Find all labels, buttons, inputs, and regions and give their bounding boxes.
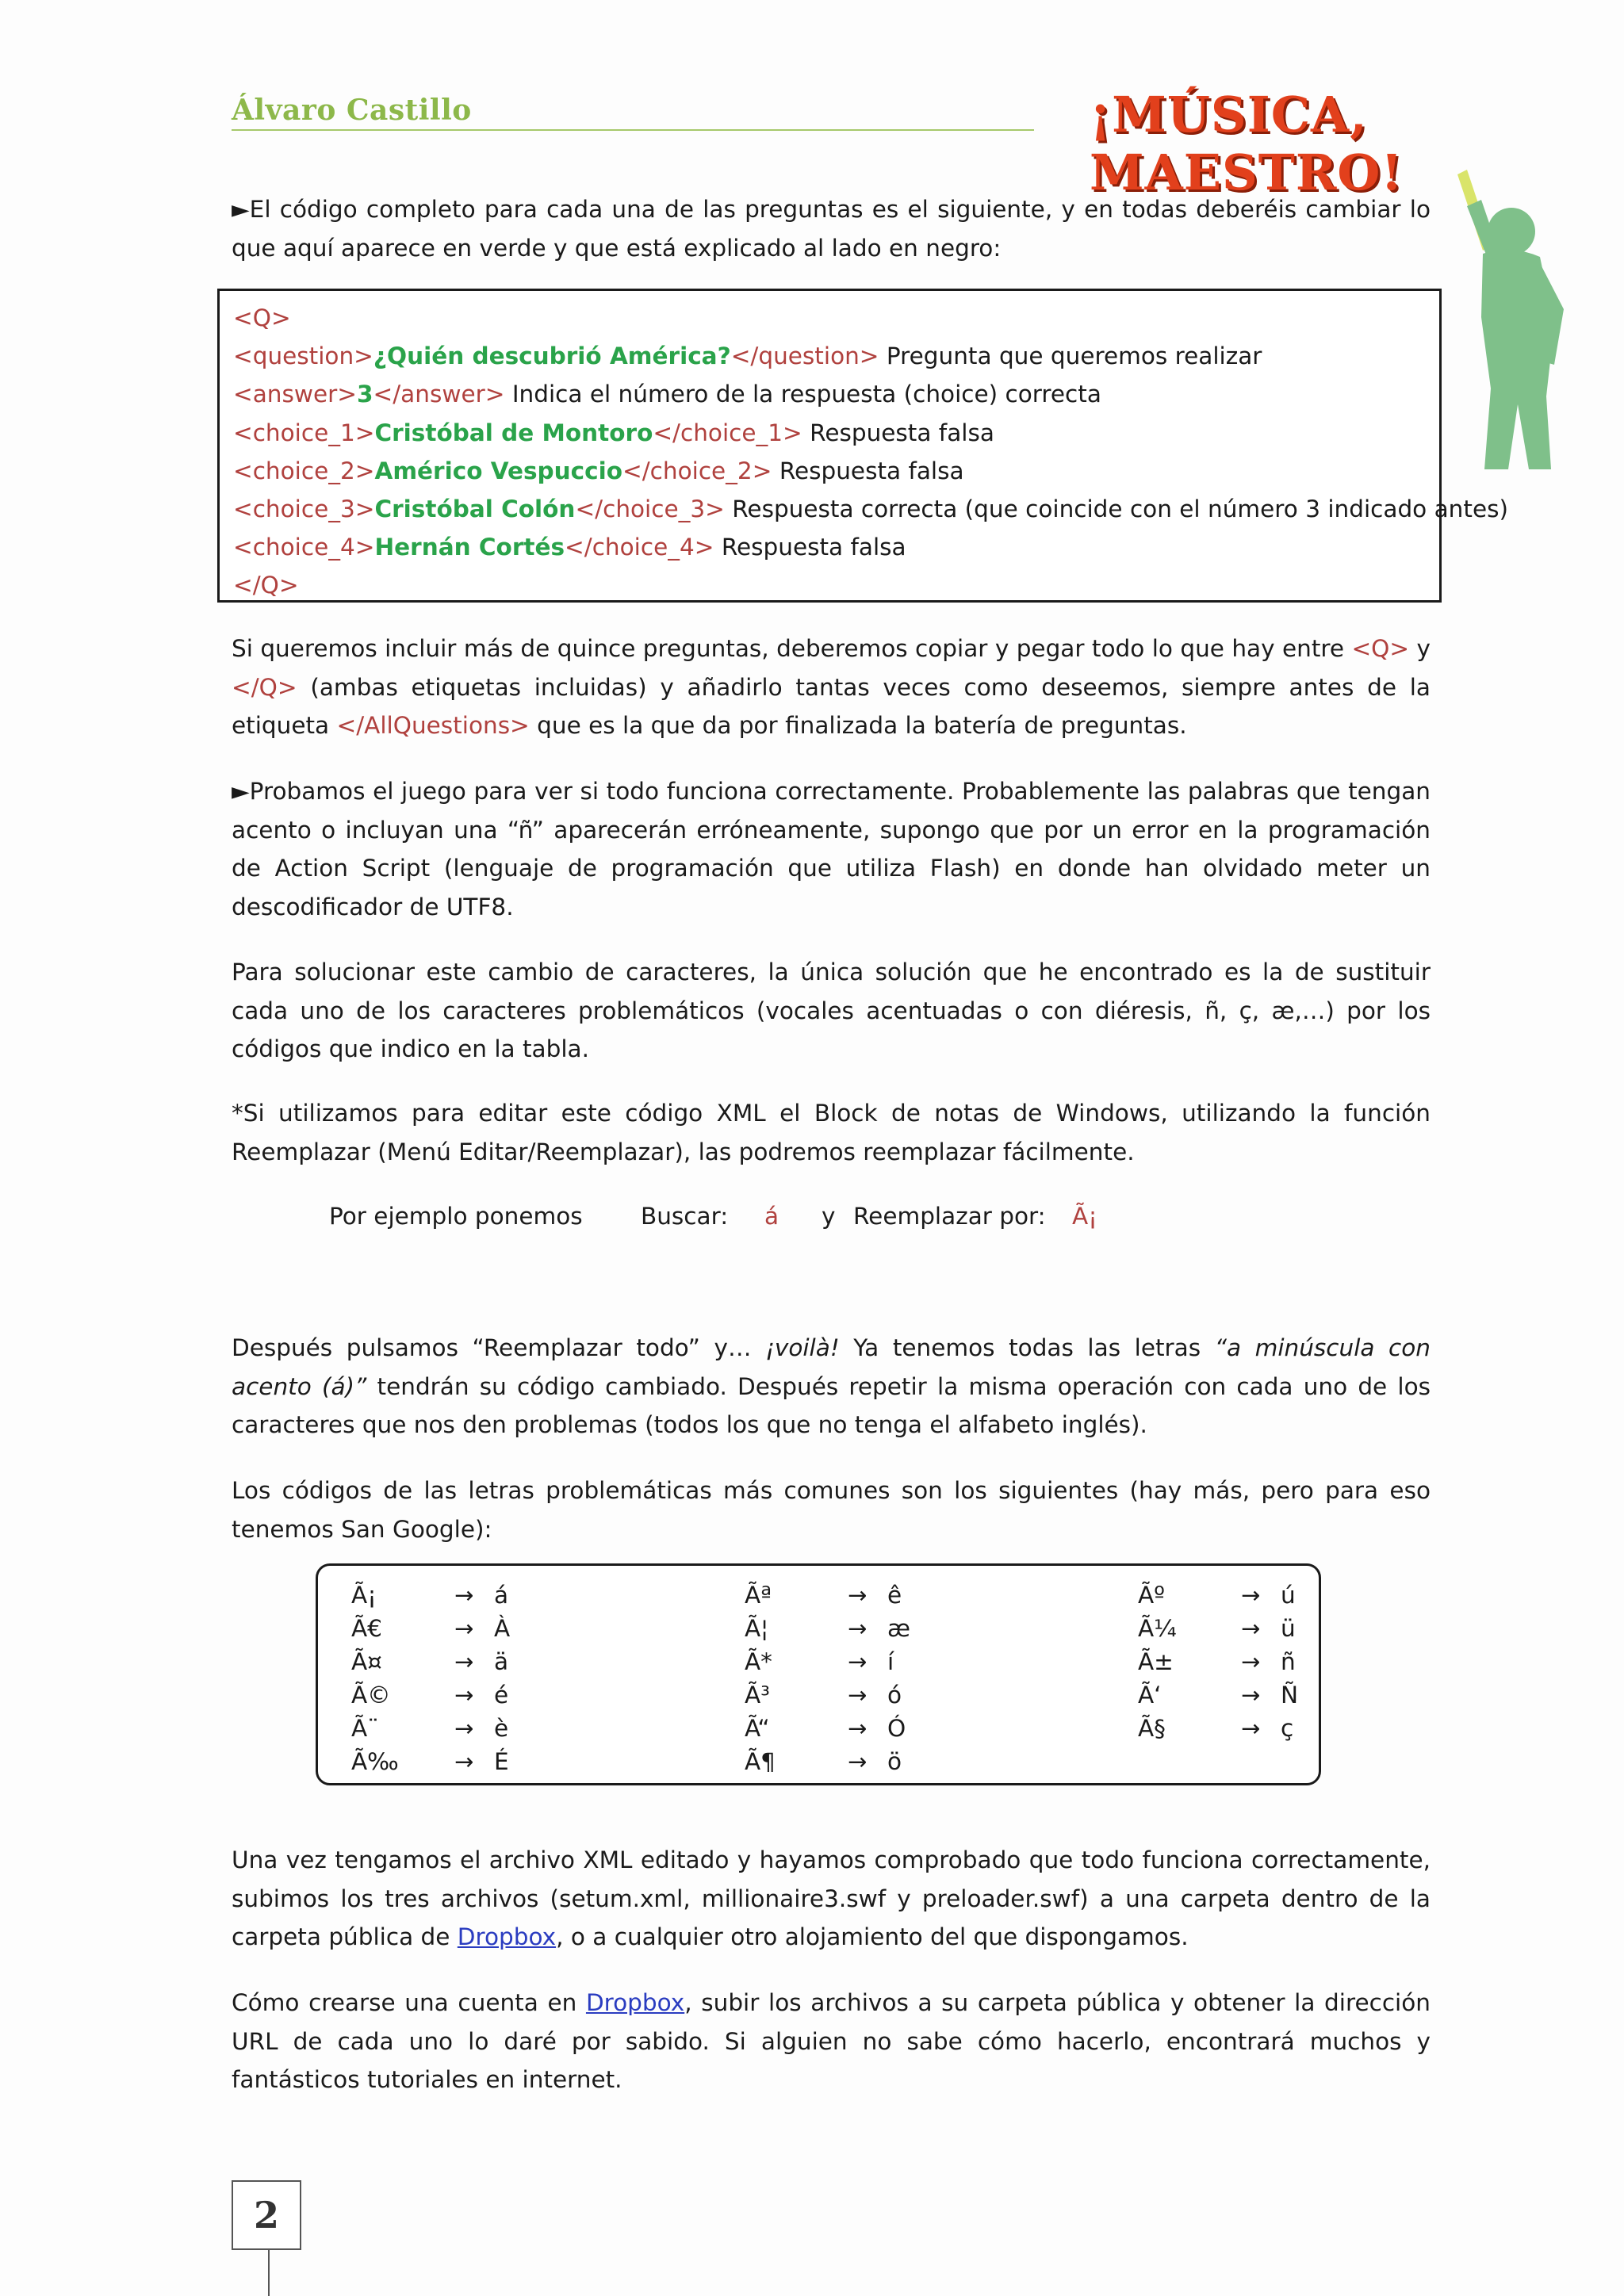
table-code: Ã§ (1138, 1715, 1166, 1742)
table-char: è (494, 1715, 509, 1742)
table-code: Ã© (351, 1682, 391, 1709)
paragraph-codigos: Los códigos de las letras problemáticas más comunes son los siguientes (hay más, pero para eso tenemos San Google): (232, 1477, 1431, 1543)
arrow-icon: → (454, 1615, 474, 1642)
table-char: Ó (887, 1715, 906, 1742)
xml-code-box (217, 289, 1508, 603)
table-char: ê (887, 1582, 902, 1609)
code-tag: <Q> (233, 304, 291, 331)
code-line: <choice_1>Cristóbal de Montoro</choice_1> Respuesta falsa (233, 419, 994, 446)
table-code: Ã¨ (351, 1715, 379, 1742)
table-code: Ãº (1138, 1582, 1166, 1609)
table-char: ä (494, 1648, 509, 1675)
table-char: À (494, 1615, 511, 1642)
table-code: Ã¤ (351, 1648, 382, 1675)
brand-title: ¡MÚSICA, MAESTRO! (1090, 86, 1404, 201)
table-char: ó (887, 1682, 902, 1709)
table-char: ç (1281, 1715, 1294, 1742)
table-char: Ñ (1281, 1682, 1299, 1709)
header-divider (232, 129, 1034, 131)
arrow-icon: → (1241, 1648, 1261, 1675)
table-code: Ã± (1138, 1648, 1174, 1675)
arrow-icon: → (1241, 1682, 1261, 1709)
paragraph-block-notas: *Si utilizamos para editar este código XML el Block de notas de Windows, utilizando la función Reemplazar (Menú Editar/Reemplazar), las podremos reemplazar fácilmente. (232, 1100, 1431, 1165)
arrow-icon: → (848, 1582, 868, 1609)
table-code: Ã‰ (351, 1748, 399, 1775)
table-char: ö (887, 1748, 902, 1775)
arrow-icon: → (454, 1648, 474, 1675)
arrow-icon: → (454, 1582, 474, 1609)
example-buscar-label: Buscar: (641, 1203, 729, 1230)
table-char: ú (1281, 1582, 1296, 1609)
arrow-icon: → (1241, 1582, 1261, 1609)
character-code-table (316, 1563, 1321, 1785)
table-char: á (494, 1582, 509, 1609)
table-char: É (494, 1748, 509, 1775)
intro-paragraph: ►El código completo para cada una de las preguntas es el siguiente, y en todas deberéis cambiar lo que aquí aparece en verde y que está explicado al lado en negro: (232, 196, 1431, 262)
page-number: 2 (232, 2180, 301, 2250)
table-char: é (494, 1682, 509, 1709)
table-code: Ã¶ (745, 1748, 776, 1775)
example-reemplazar-value: Ã¡ (1072, 1203, 1098, 1230)
dropbox-link[interactable]: Dropbox (585, 1989, 685, 2016)
code-line: <answer>3</answer> Indica el número de la respuesta (choice) correcta (233, 381, 1101, 408)
arrow-icon: → (1241, 1615, 1261, 1642)
dropbox-link[interactable]: Dropbox (457, 1923, 557, 1950)
table-char: ü (1281, 1615, 1296, 1642)
paragraph-despues: Después pulsamos “Reemplazar todo” y… ¡voilà! Ya tenemos todas las letras “a minúscula con acento (á)” tendrán su código cambiado. Después repetir la misma operación con cada uno de los caracteres que nos den problemas (todos los que no tenga el alfabeto inglés). (232, 1334, 1431, 1438)
arrow-icon: → (454, 1748, 474, 1775)
paragraph-solucionar: Para solucionar este cambio de caracteres, la única solución que he encontrado es la de sustituir cada uno de los caracteres problemáticos (vocales acentuadas o con diéresis, ñ, ç, æ,…) por los códigos que indico en la tabla. (232, 959, 1431, 1062)
arrow-icon: → (454, 1715, 474, 1742)
code-tag: </Q> (233, 572, 299, 599)
arrow-icon: → (848, 1682, 868, 1709)
table-char: æ (887, 1615, 910, 1642)
code-line: <choice_3>Cristóbal Colón</choice_3> Respuesta correcta (que coincide con el número 3 indicado antes) (233, 496, 1508, 523)
table-char: í (887, 1648, 894, 1675)
example-label: Por ejemplo ponemos (329, 1203, 583, 1230)
code-line: <question>¿Quién descubrió América?</question> Pregunta que queremos realizar (233, 342, 1262, 370)
arrow-icon: → (848, 1715, 868, 1742)
arrow-icon: → (848, 1748, 868, 1775)
conductor-illustration (1435, 159, 1578, 476)
table-code: Ã³ (745, 1682, 771, 1709)
table-char: ñ (1281, 1648, 1296, 1675)
table-code: Ã€ (351, 1615, 382, 1642)
page-number-rule (268, 2250, 270, 2296)
arrow-icon: → (1241, 1715, 1261, 1742)
paragraph-quince: Si queremos incluir más de quince preguntas, deberemos copiar y pegar todo lo que hay entre <Q> y </Q> (ambas etiquetas incluidas) y añadirlo tantas veces como deseemos, siempre antes de la etiqueta </AllQuestions> que es la que da por finalizada la batería de preguntas. (232, 635, 1431, 739)
table-code: Ã* (745, 1648, 772, 1675)
arrow-icon: → (454, 1682, 474, 1709)
arrow-icon: → (848, 1615, 868, 1642)
table-code: Ã¦ (745, 1615, 769, 1642)
example-y: y (822, 1203, 836, 1230)
code-line: <choice_2>Américo Vespuccio</choice_2> Respuesta falsa (233, 457, 964, 484)
code-line: <choice_4>Hernán Cortés</choice_4> Respuesta falsa (233, 534, 906, 561)
table-code: Ã‘ (1138, 1682, 1162, 1709)
arrow-icon: → (848, 1648, 868, 1675)
table-code: Ã¼ (1138, 1615, 1177, 1642)
author-name: Álvaro Castillo (232, 94, 472, 127)
paragraph-como-crearse: Cómo crearse una cuenta en Dropbox, subir los archivos a su carpeta pública y obtener la dirección URL de cada uno lo daré por sabido. Si alguien no sabe cómo hacerlo, encontrará muchos y fantásticos tutoriales en internet. (232, 1989, 1431, 2093)
paragraph-una-vez: Una vez tengamos el archivo XML editado y hayamos comprobado que todo funciona correctamente, subimos los tres archivos (setum.xml, millionaire3.swf y preloader.swf) a una carpeta dentro de la carpeta pública de Dropbox, o a cualquier otro alojamiento del que dispongamos. (232, 1846, 1431, 1950)
paragraph-probamos: ►Probamos el juego para ver si todo funciona correctamente. Probablemente las palabras que tengan acento o incluyan una “ñ” aparecerán erróneamente, supongo que por un error en la programación de Action Script (lenguaje de programación que utiliza Flash) en donde han olvidado meter un descodificador de UTF8. (232, 778, 1431, 920)
table-code: Ã“ (745, 1715, 770, 1742)
example-reemplazar-label: Reemplazar por: (853, 1203, 1046, 1230)
table-code: Ã¡ (351, 1582, 377, 1609)
table-code: Ãª (745, 1582, 772, 1609)
example-buscar-value: á (764, 1203, 779, 1230)
